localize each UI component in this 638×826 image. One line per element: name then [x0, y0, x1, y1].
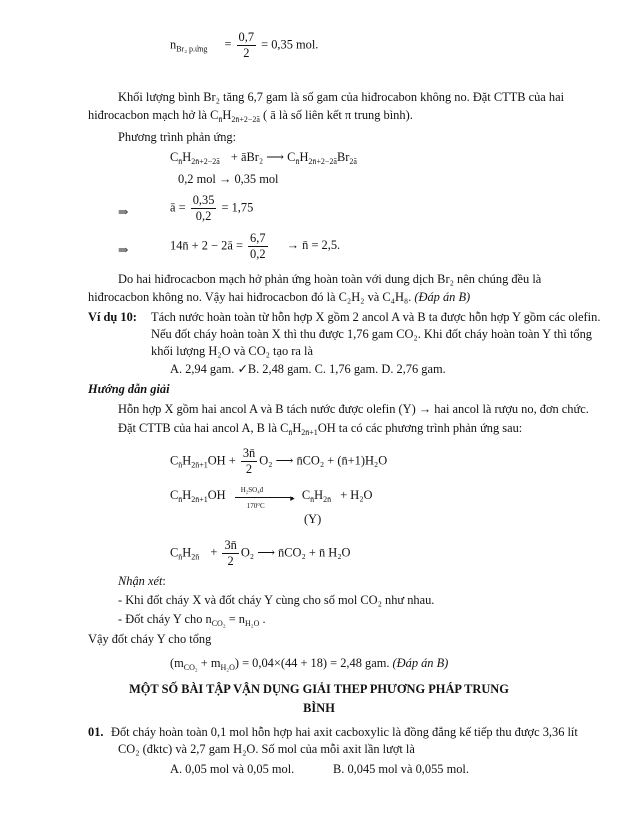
implies-symbol-1: ⇒ [118, 205, 129, 219]
example-line-2: Nếu đốt cháy hoàn toàn X thì thu được 1,76 gam CO₂. Khi đốt cháy hoàn toàn Y thì tổng [151, 327, 592, 341]
example-line-1: Tách nước hoàn toàn từ hỗn hợp X gồm 2 ancol A và B ta được hỗn hợp Y gồm các olefin. [151, 310, 601, 324]
fraction-035-over-02: $\frac{0,35}{0,2}$ [192, 193, 215, 223]
conclusion-line: Vậy đốt cháy Y cho tổng [88, 632, 212, 646]
n-symbol: n [170, 37, 177, 52]
paragraph-1-line-2: hiđrocacbon mạch hở là $C_{n̄}H_{2n̄+2-2ā}$ ( ā là số liên kết π trung bình). [88, 108, 413, 124]
option-a: A. 0,05 mol và 0,05 mol. [170, 762, 295, 776]
paragraph-2-line-2: hiđrocacbon không no. Vậy hai hiđrocacbon đó là C₂H₂ và C₄H₈. (Đáp án B) [88, 290, 471, 304]
mass-sum-equation: $(m_{CO_2} + m_{H_2O}) = 0,04\times(44 + 18) = 2,48$ gam. (Đáp án B) [170, 656, 449, 672]
remark-line-2: - Đốt cháy Y cho $n_{CO_2} = n_{H_2O}$ . [118, 612, 266, 628]
question-line-1: Đốt cháy hoàn toàn 0,1 mol hỗn hợp hai axit cacboxylic là đồng đẳng kế tiếp thu được 3,36 lít [111, 725, 578, 739]
reaction-condition-arrow: H₂SO₄đ ▸ 170°C [235, 495, 293, 498]
n-br2-equation: $n_{Br_2 p.ứng}$ = $\frac{0,7}{2}$ = 0,35 mol. [170, 30, 319, 60]
example-options: A. 2,94 gam. ✓B. 2,48 gam. C. 1,76 gam. D. 2,76 gam. [170, 362, 446, 376]
question-line-2: CO₂ (đktc) và 2,7 gam H₂O. Số mol của mỗi axit lần lượt là [118, 742, 415, 756]
dehydration-reaction: $C_{n̄}H_{2n̄+1}OH$ H₂SO₄đ ▸ 170°C $C_{n̄}H_{2n̄} + H_2O$ [170, 485, 373, 510]
reaction-label: Phương trình phản ứng: [118, 130, 237, 144]
solution-heading: Hướng dẫn giải [88, 382, 170, 396]
abar-equation: ā = $\frac{0,35}{0,2}$ = 1,75 [170, 193, 254, 223]
fraction-67-over-02: $\frac{6,7}{0,2}$ [250, 231, 266, 261]
section-heading-line-2: BÌNH [303, 701, 335, 715]
n-subscript: Br₂ p.ứng [176, 44, 208, 54]
solution-line-2: Đặt CTTB của hai ancol A, B là $C_{n̄}H_{2n̄+1}OH$ ta có các phương trình phản ứng sau: [118, 421, 523, 437]
fraction-0-7-over-2: $\frac{0,7}{2}$ [238, 30, 255, 60]
remark-line-1: - Khi đốt cháy X và đốt cháy Y cùng cho số mol CO₂ như nhau. [118, 593, 435, 607]
option-b: B. 0,045 mol và 0,055 mol. [333, 762, 469, 776]
section-heading-line-1: MỘT SỐ BÀI TẬP VẬN DỤNG GIẢI THEP PHƯƠNG PHÁP TRUNG [129, 682, 509, 696]
example-label: Ví dụ 10: [88, 310, 137, 324]
mol-line: 0,2 mol → 0,35 mol [178, 172, 279, 186]
nbar-equation: 14n̄ + 2 − 2ā = $\frac{6,7}{0,2}$ → n̄ = 2,5. [170, 231, 341, 261]
y-label: (Y) [304, 512, 322, 526]
solution-line-1: Hỗn hợp X gồm hai ancol A và B tách nước được olefin (Y) → hai ancol là rượu no, đơn chức. [118, 402, 589, 416]
example-line-3: khối lượng H₂O và CO₂ tạo ra là [151, 344, 313, 358]
implies-symbol-2: ⇒ [118, 243, 129, 257]
paragraph-1-line-1: Khối lượng bình Br₂ tăng 6,7 gam là số gam của hiđrocabon không no. Đặt CTTB của hai [118, 90, 565, 104]
combustion-y-reaction: $C_{n̄}H_{2n̄}$ + $\frac{3n̄}{2}$ O₂ ⟶ n̄CO₂ + n̄ H₂O [170, 538, 351, 568]
result-text: = 0,35 mol. [261, 37, 319, 52]
paragraph-2-line-1: Do hai hiđrocacbon mạch hở phản ứng hoàn toàn với dung dịch Br₂ nên chúng đều là [118, 272, 542, 286]
fraction-3n-over-2-b: $\frac{3n̄}{2}$ [224, 538, 237, 568]
remark-label: Nhận xét: [118, 574, 166, 588]
bromination-reaction: $C_{n̄}H_{2n̄+2-2ā}$ + āBr₂ ⟶ $C_{n̄}H_{2n̄+2-2ā}Br_{2ā}$ [170, 150, 357, 166]
fraction-3n-over-2: $\frac{3n̄}{2}$ [242, 446, 256, 476]
combustion-x-reaction: $C_{n̄}H_{2n̄+1}OH$ + $\frac{3n̄}{2}$ O₂ ⟶ n̄CO₂ + (n̄+1)H₂O [170, 446, 388, 476]
question-number: 01. [88, 725, 104, 739]
